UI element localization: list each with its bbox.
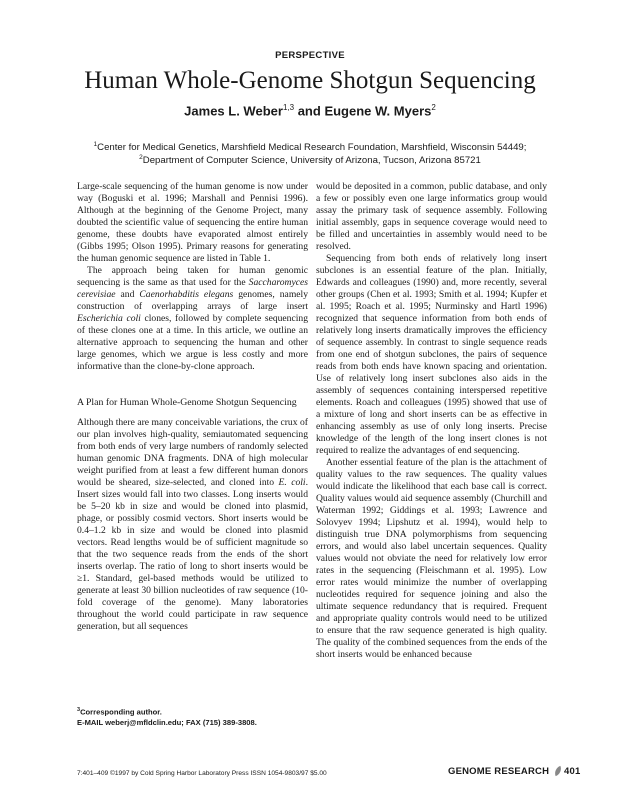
end-sequencing-paragraph: Sequencing from both ends of relatively long insert subclones is an essential feature of the plan. Initially, Edwards and colleagues (1990) and, more recently, several other groups (Chen et al. 1993; Smith et al. 1994; Kupfer et al. 1995; Roach et al. 1995; Nurminsky and Hartl 1996) recognized that sequence information from both ends of relatively long inserts dramatically improves the efficiency of sequence assembly. In contrast to single sequence reads from one end of shotgun subclones, the pairs of sequence reads from both ends have known spacing and orientation. Use of relatively long insert subclones also aids in the assembly of sequences containing interspersed repetitive elements. Roach and colleagues (1995) showed that use of a mixture of long and short inserts can be as effective in enhancing assembly as use of only long inserts. Precise knowledge of the length of the long insert clones is not required to realize the advantages of end sequencing.: [316, 253, 547, 456]
plan-paragraph: [77, 417, 308, 633]
spacer: [77, 373, 308, 397]
right-column: [316, 181, 547, 661]
spacer: [77, 409, 308, 417]
journal-name: GENOME RESEARCH: [448, 766, 550, 777]
corresponding-author-footnote: [77, 705, 317, 728]
species-caenorhabditis: Caenorhabditis elegans: [139, 289, 234, 300]
affiliation-1-marker: 1: [93, 141, 98, 148]
article-title: Human Whole-Genome Shotgun Sequencing: [84, 67, 536, 94]
author-line: [0, 103, 620, 118]
footnote-contact: E-MAIL weberj@mfldclin.edu; FAX (715) 389-3808.: [77, 717, 257, 727]
section-label: PERSPECTIVE: [275, 50, 345, 61]
plan-text-b: . Insert sizes would fall into two classes. Long inserts would be 5–20 kb in size and would be cloned into plasmid, phage, or possibly cosmid vectors. Short inserts would be 0.4–1.2 kb in size and would be cloned into plasmid vectors. Read lengths would be of sufficient magnitude so that the two sequence reads from the ends of the short inserts overlap. The ratio of long to short inserts would be ≥1. Standard, gel-based methods would be utilized to generate at least 30 billion nucleotides of raw sequence (10-fold coverage of the genome). Many laboratories throughout the world could participate in raw sequence generation, but all sequences: [77, 477, 308, 632]
quality-values-paragraph: Another essential feature of the plan is the attachment of quality values to the raw sequences. The quality values would indicate the likelihood that each base call is correct. Quality values would aid sequence assembly (Churchill and Waterman 1992; Giddings et al. 1993; Lawrence and Solovyev 1994; Lipshutz et al. 1994), would help to distinguish true DNA polymorphisms from sequencing errors, and would also label uncertain sequences. Quality values would not obviate the need for relatively low error rates in the sequencing (Fleischmann et al. 1995). Low error rates would minimize the number of overlapping nucleotides required for sequence joining and also the ultimate sequence redundancy that is required. Frequent and appropriate quality controls would need to be utilized to ensure that the raw sequence generated is high quality. The quality of the combined sequences from the ends of the short inserts would be enhanced because: [316, 457, 547, 660]
author-myers-affil: 2: [431, 103, 436, 112]
plan-text-a: Although there are many conceivable variations, the crux of our plan involves high-quality, semiautomated sequencing from both ends of very large numbers of randomly selected human genomic DNA fragments. DNA of high molecular weight purified from at least a few different human donors would be sheared, size-selected, and cloned into: [77, 417, 308, 488]
section-heading: A Plan for Human Whole-Genome Shotgun Sequencing: [77, 397, 297, 408]
author-myers: Eugene W. Myers: [324, 103, 432, 119]
continuation-paragraph: would be deposited in a common, public database, and only a few or possibly even one large informatics group would assay the primary task of sequence assembly. Following initial assembly, gaps in sequence coverage would need to be filled and uncertainties in assembly would need to be resolved.: [316, 181, 547, 252]
affiliation-2: [0, 151, 620, 167]
approach-text-c: genomes, namely construction of overlapping arrays of large insert: [77, 289, 308, 312]
approach-text-b: and: [115, 289, 140, 300]
author-weber: James L. Weber: [184, 103, 283, 119]
approach-paragraph: [77, 265, 308, 373]
affiliation-2-text: Department of Computer Science, University of Arizona, Tucson, Arizona 85721: [142, 155, 481, 167]
left-column: [77, 181, 308, 633]
footnote-label: Corresponding author.: [80, 707, 162, 717]
approach-text-a: The approach being taken for human genomic sequencing is the same as that used for the: [77, 265, 308, 288]
page-number: 401: [564, 766, 581, 777]
footnote-line-1: [77, 705, 317, 718]
species-saccharomyces: Saccharomyces cerevisiae: [77, 277, 308, 300]
species-ecoli-2: E. coli: [278, 477, 306, 488]
leaf-icon: [553, 766, 563, 776]
affiliation-2-marker: 2: [139, 154, 143, 161]
footer-citation: 7:401–409 ©1997 by Cold Spring Harbor Laboratory Press ISSN 1054-9803/97 $5.00: [77, 770, 327, 777]
intro-paragraph: Large-scale sequencing of the human genome is now under way (Boguski et al. 1996; Marshall and Pennisi 1996). Although at the beginning of the Genome Project, many doubted the scientific value of sequencing the entire human genome, these doubts have evaporated almost entirely (Gibbs 1995; Olson 1995). Primary reasons for generating the human genomic sequence are listed in Table 1.: [77, 181, 308, 264]
author-weber-affil: 1,3: [282, 103, 295, 112]
species-ecoli: Escherichia coli: [77, 313, 141, 324]
affiliation-1-text: Center for Medical Genetics, Marshfield Medical Research Foundation, Marshfield, Wisconsin 54449;: [97, 142, 527, 154]
author-conjunction: and: [297, 103, 321, 119]
footnote-marker: 3: [77, 707, 81, 713]
footer-journal: [448, 766, 580, 777]
approach-text-d: clones, followed by complete sequencing of these clones one at a time. In this article, we outline an alternative approach to sequencing the human and other large genomes, which we argue is less costly and more informative than the clone-by-clone approach.: [77, 313, 308, 372]
